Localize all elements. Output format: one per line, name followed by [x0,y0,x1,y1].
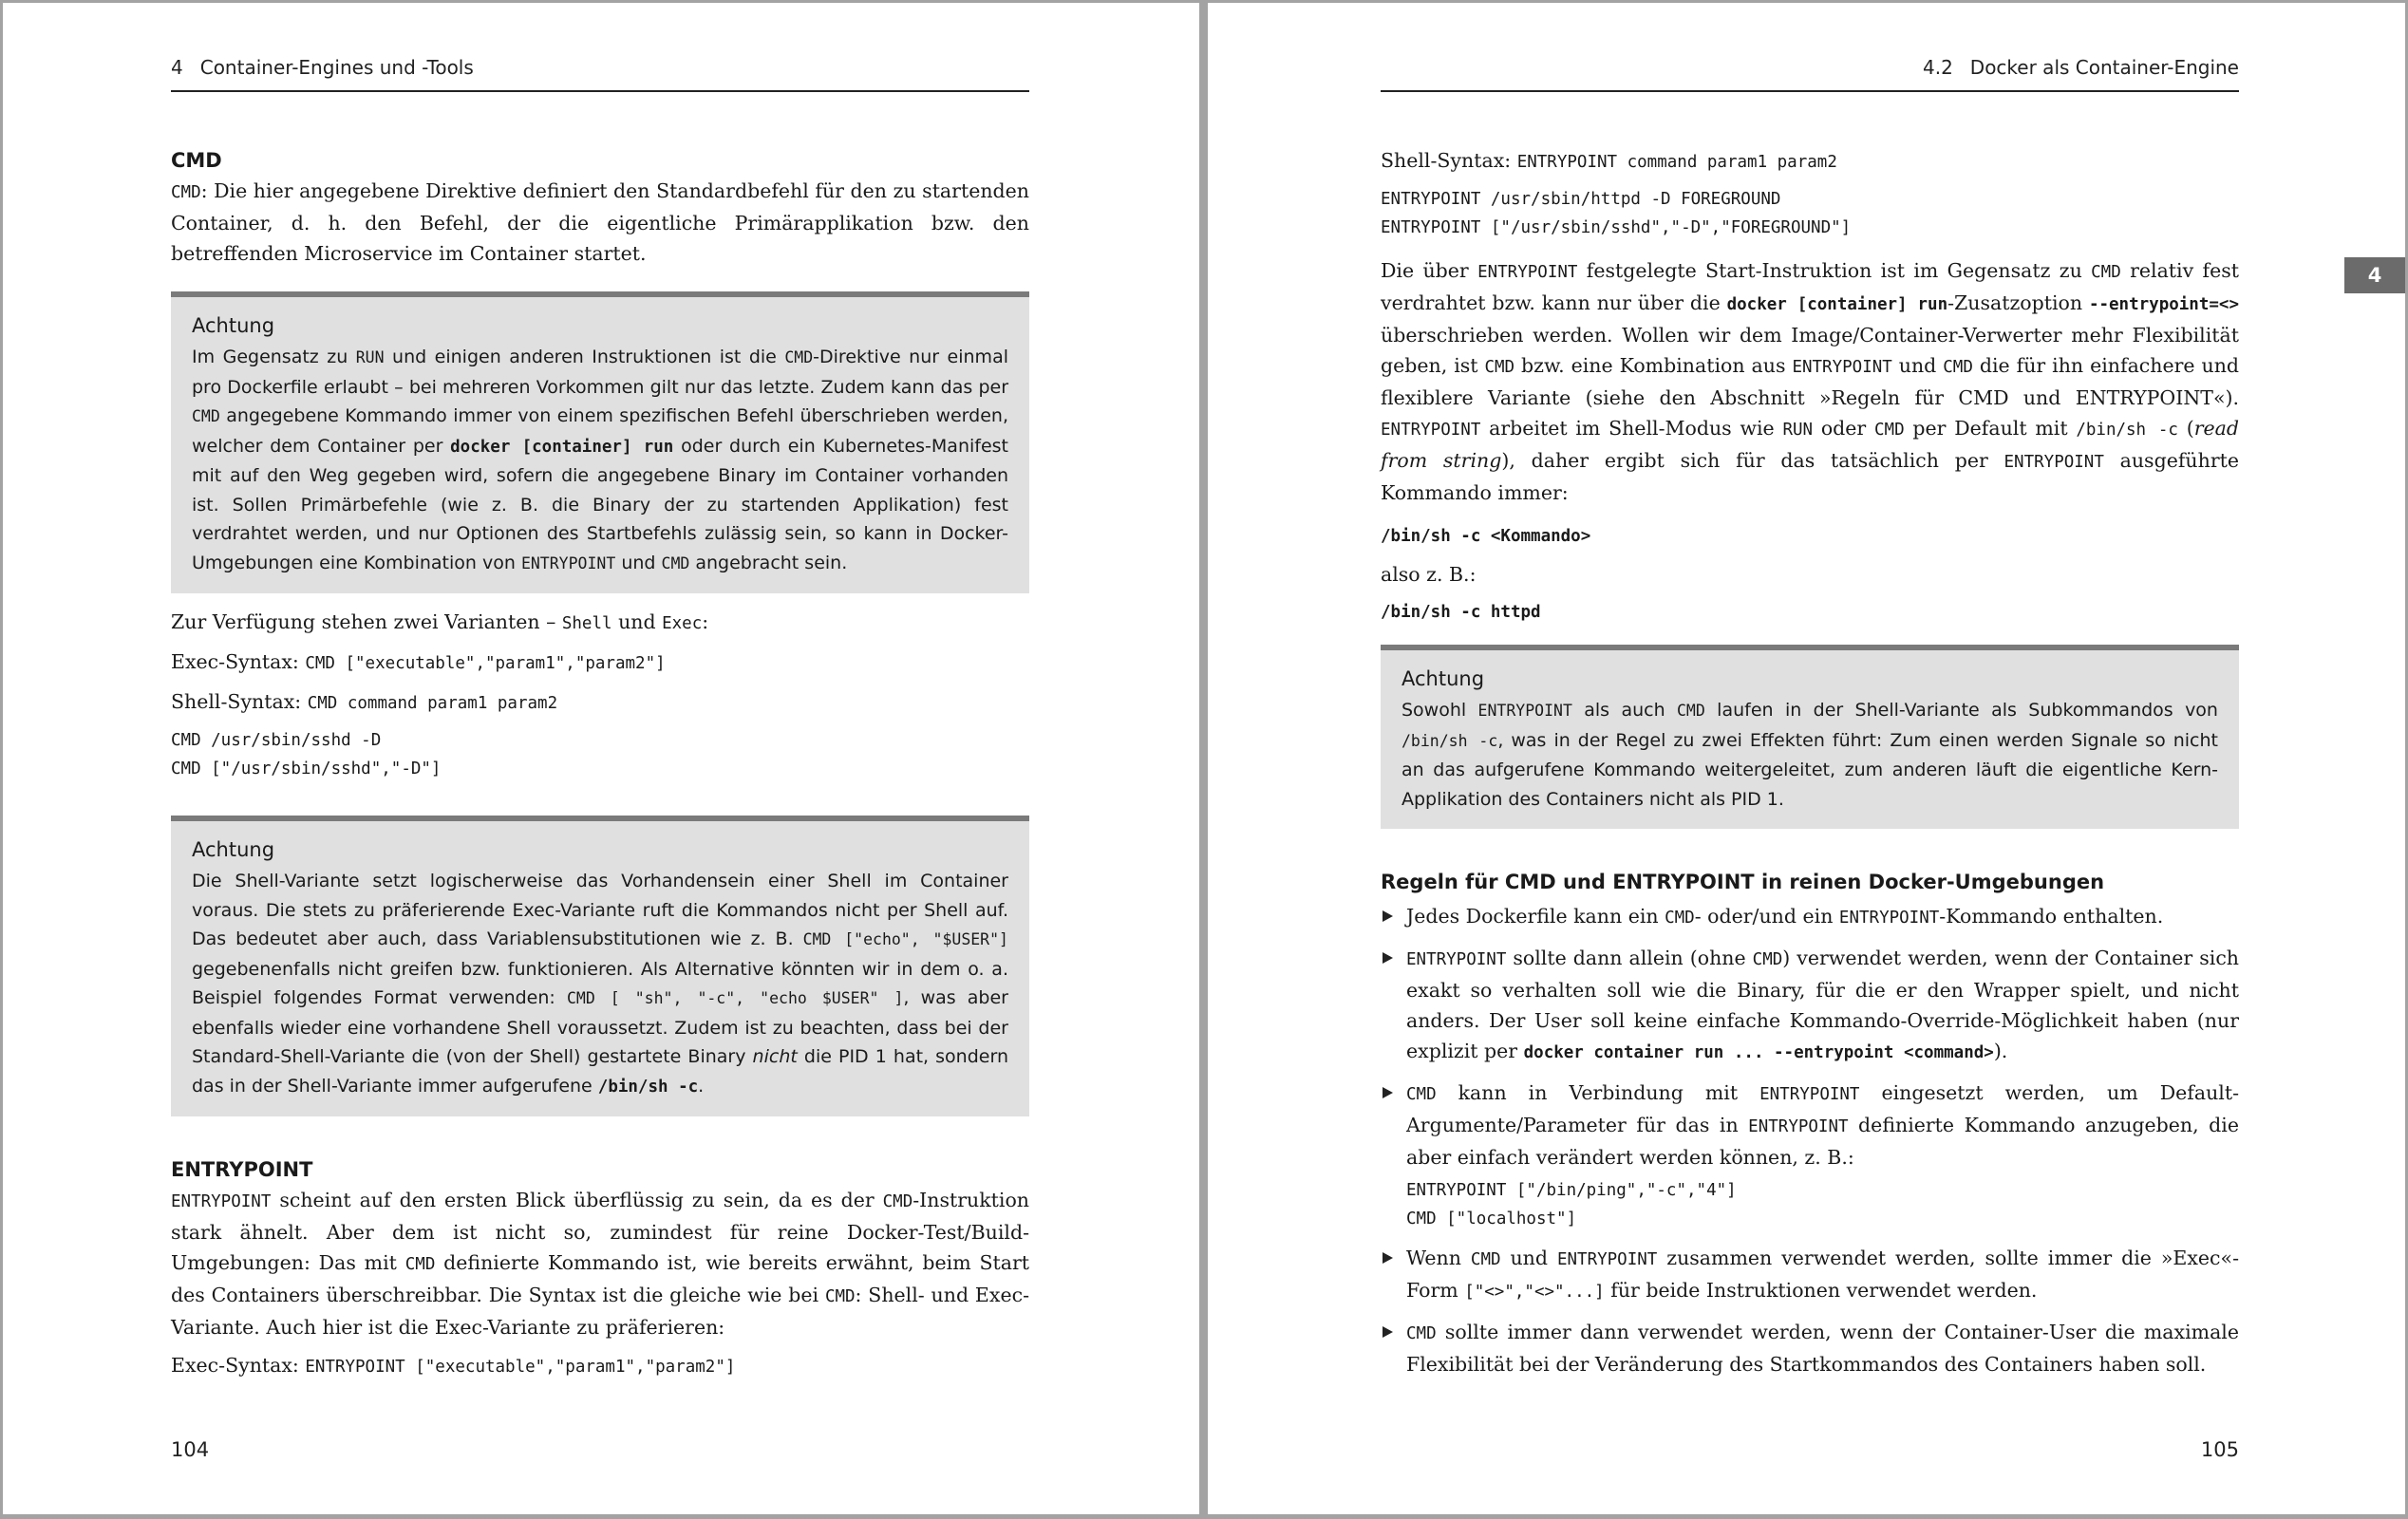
shell-command-example: /bin/sh -c httpd [1381,603,1541,622]
ping-code-example: ENTRYPOINT ["/bin/ping","-c","4"] CMD ["localhost"] [1406,1181,1737,1228]
right-page [1208,3,2405,1514]
warning-box-3 [1381,645,2239,829]
exec-syntax-line: Exec-Syntax: CMD ["executable","param1","param2"] [171,650,666,673]
shell-command-template: /bin/sh -c <Kommando> [1381,527,1591,546]
cmd-intro-paragraph: CMD: Die hier angegebene Direktive definiert den Standardbefehl für den zu startenden Container, d. h. den Befehl, der die eigentliche Primärapplikation bzw. den betreffenden Microservice im Container startet. [171,179,1029,265]
warning-box-title: Achtung [1402,667,1485,690]
chapter-number: 4 [171,56,183,79]
list-item: Jedes Dockerfile kann ein CMD- oder/und ein ENTRYPOINT-Kommando enthalten. [1381,901,2239,933]
chapter-title: Container-Engines und -Tools [199,56,474,79]
shell-syntax-line: Shell-Syntax: ENTRYPOINT command param1 param2 [1381,149,1837,172]
right-content [1381,145,2239,1389]
heading-cmd: CMD [171,149,222,172]
list-item: CMD sollte immer dann verwendet werden, wenn der Container-User die maximale Flexibilität bei der Veränderung des Startkommandos des Containers haben soll. [1381,1317,2239,1379]
warning-box-title: Achtung [192,838,275,861]
entrypoint-exec-syntax: Exec-Syntax: ENTRYPOINT ["executable","param1","param2"] [171,1354,736,1377]
left-page [3,3,1199,1514]
warning-box-text: Im Gegensatz zu RUN und einigen anderen Instruktionen ist die CMD-Direktive nur einmal pro Dockerfile erlaubt – bei mehreren Vorkommen gilt nur das letzte. Zudem kann das per CMD angegebene Kommando immer von einem spezifischen Befehl überschrieben werden, welcher dem Container per docker [container] run oder durch ein Kubernetes-Manifest mit auf den Weg gegeben wird, sofern die angegebene Binary im Container vorhanden ist. Sollen Primärbefehle (wie z. B. die Binary der zu startenden Applikation) fest verdrahtet werden, und nur Optionen des Startbefehls zulässig sein, so kann in Docker-Umgebungen eine Kombination von ENTRYPOINT und CMD angebracht sein. [192,347,1008,573]
list-item: ENTRYPOINT sollte dann allein (ohne CMD) verwendet werden, wenn der Container sich exakt so verhalten soll wie die Binary, für die er den Wrapper spielt, und nicht anders. Der User soll keine einfache Kommando-Override-Möglichkeit haben (nur explizit per docker container run ... --entrypoint <command>). [1381,943,2239,1068]
entrypoint-paragraph: ENTRYPOINT scheint auf den ersten Blick überflüssig zu sein, da es der CMD-Instruktion stark ähnelt. Aber dem ist nicht so, zumindest für reine Docker-Test/Build-Umgebungen: Das mit CMD definierte Kommando ist, wie bereits erwähnt, beim Start des Containers überschreibbar. Die Syntax ist die gleiche wie bei CMD: Shell- und Exec-Variante. Auch hier ist die Exec-Variante zu präferieren: [171,1189,1030,1339]
page-number-left: 104 [171,1438,210,1461]
cmd-code-example: CMD /usr/sbin/sshd -D CMD ["/usr/sbin/sshd","-D"] [171,731,442,778]
warning-box-1 [171,291,1029,593]
warning-box-title: Achtung [192,314,275,337]
entrypoint-code-example: ENTRYPOINT /usr/sbin/httpd -D FOREGROUND ENTRYPOINT ["/usr/sbin/sshd","-D","FOREGROUND"] [1381,190,1852,237]
shell-syntax-line: Shell-Syntax: CMD command param1 param2 [171,690,558,713]
heading-rules: Regeln für CMD und ENTRYPOINT in reinen Docker-Umgebungen [1381,871,2105,893]
also-example-label: also z. B.: [1381,563,1477,586]
section-title: Docker als Container-Engine [1969,56,2239,79]
entrypoint-explanation-paragraph: Die über ENTRYPOINT festgelegte Start-Instruktion ist im Gegensatz zu CMD relativ fest verdrahtet bzw. kann nur über die docker [container] run-Zusatzoption --entrypoint=<> überschrieben werden. Wollen wir dem Image/Container-Verwerter mehr Flexibilität geben, ist CMD bzw. eine Kombination aus ENTRYPOINT und CMD die für ihn einfachere und flexiblere Variante (siehe den Abschnitt »Regeln für CMD und ENTRYPOINT«). ENTRYPOINT arbeitet im Shell-Modus wie RUN oder CMD per Default mit /bin/sh -c (read from string), daher ergibt sich für das tatsächlich per ENTRYPOINT ausgeführte Kommando immer: [1381,259,2240,504]
page-number-right: 105 [2200,1438,2239,1461]
warning-box-text: Die Shell-Variante setzt logischerweise das Vorhandensein einer Shell im Container voraus. Die stets zu präferierende Exec-Variante ruft die Kommandos nicht per Shell auf. Das bedeutet aber auch, dass Variablensubstitutionen wie z. B. CMD ["echo", "$USER"] gegebenenfalls nicht greifen bzw. funktionieren. Als Alternative könnten wir in dem o. a. Beispiel folgendes Format verwenden: CMD [ "sh", "-c", "echo $USER" ], was aber ebenfalls wieder eine vorhandene Shell voraussetzt. Zudem ist zu beachten, dass bei der Standard-Shell-Variante die (von der Shell) gestartete Binary nicht die PID 1 hat, sondern das in der Shell-Variante immer aufgerufene /bin/sh -c. [192,871,1008,1097]
running-head-right [1381,56,2239,92]
left-content [171,145,1029,1382]
running-head-left [171,56,1029,92]
chapter-thumb-tab: 4 [2344,257,2405,293]
list-item: Wenn CMD und ENTRYPOINT zusammen verwendet werden, sollte immer die »Exec«-Form ["<>","<>"...] für beide Instruktionen verwendet werden. [1381,1243,2239,1307]
warning-box-2 [171,816,1029,1116]
heading-entrypoint: ENTRYPOINT [171,1158,313,1181]
variants-paragraph: Zur Verfügung stehen zwei Varianten – Shell und Exec: [171,610,709,633]
warning-box-text: Sowohl ENTRYPOINT als auch CMD laufen in der Shell-Variante als Subkommandos von /bin/sh -c, was in der Regel zu zwei Effekten führt: Zum einen werden Signale so nicht an das aufgerufene Kommando weitergeleitet, zum anderen läuft die eigentliche Kern-Applikation des Containers nicht als PID 1. [1402,700,2218,810]
list-item: CMD kann in Verbindung mit ENTRYPOINT eingesetzt werden, um Default-Argumente/Parameter für das in ENTRYPOINT definierte Kommando anzugeben, die aber einfach verändert werden können, z. B.: ENTRYPOINT ["/bin/ping","-c","4"] CMD ["localhost"] [1381,1078,2239,1233]
section-number: 4.2 [1922,56,1953,79]
rules-list [1381,901,2239,1379]
